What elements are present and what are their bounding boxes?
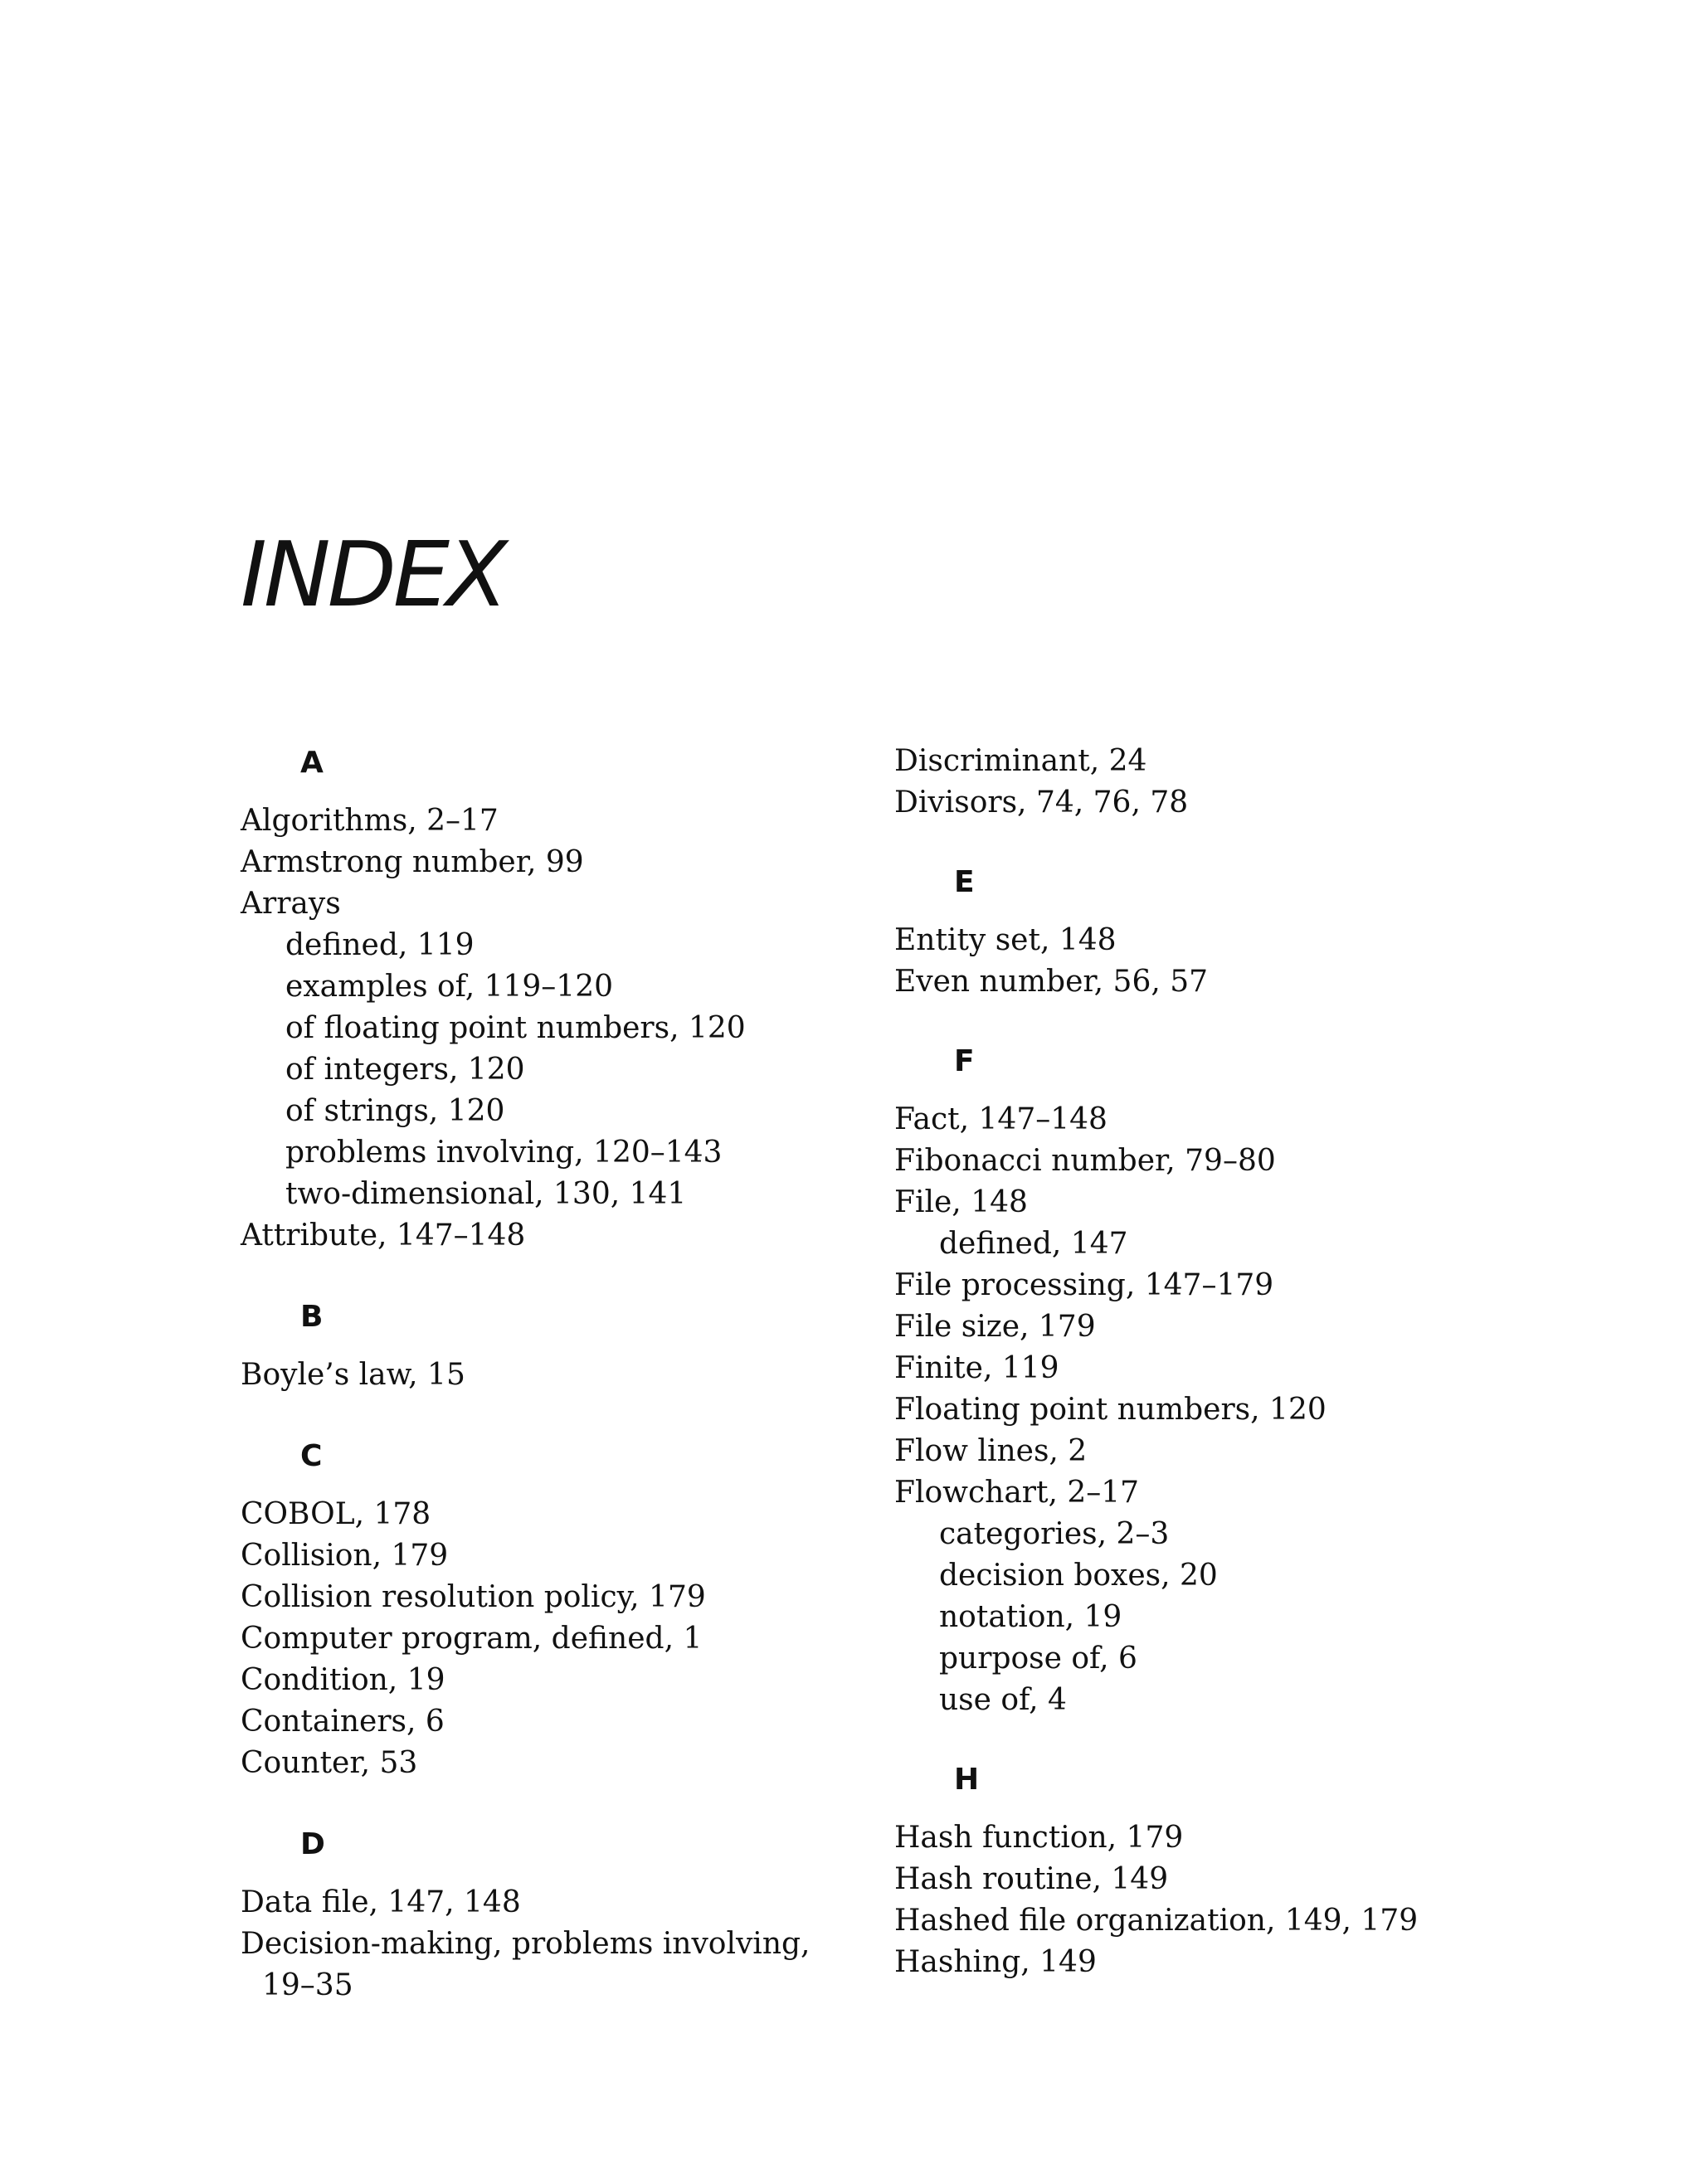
section-letter-heading: E xyxy=(954,865,975,899)
index-entry: File size, 179 xyxy=(894,1310,1096,1344)
index-entry: File processing, 147–179 xyxy=(894,1268,1274,1302)
index-entry: Hash function, 179 xyxy=(894,1821,1184,1855)
index-column-left xyxy=(241,742,871,2006)
index-subentry: examples of, 119–120 xyxy=(285,970,614,1004)
index-subentry: problems involving, 120–143 xyxy=(285,1136,723,1170)
index-entry: File, 148 xyxy=(894,1185,1028,1219)
index-entry: Attribute, 147–148 xyxy=(241,1218,526,1253)
index-subentry: defined, 147 xyxy=(939,1227,1128,1261)
index-entry: Entity set, 148 xyxy=(894,923,1117,957)
index-entry: Discriminant, 24 xyxy=(894,744,1147,778)
index-subentry: notation, 19 xyxy=(939,1600,1122,1634)
index-subentry: decision boxes, 20 xyxy=(939,1559,1218,1593)
index-column-right xyxy=(894,741,1525,1983)
index-entry: Computer program, defined, 1 xyxy=(241,1622,703,1656)
index-section-d xyxy=(241,1824,871,2006)
index-entry: Fibonacci number, 79–80 xyxy=(894,1144,1276,1178)
index-section-f xyxy=(894,1041,1525,1721)
section-letter-heading: D xyxy=(300,1827,325,1861)
page-title: INDEX xyxy=(241,523,505,627)
section-letter-heading: B xyxy=(300,1300,324,1334)
index-entry: Finite, 119 xyxy=(894,1351,1059,1385)
index-entry: Even number, 56, 57 xyxy=(894,965,1209,999)
index-section-e xyxy=(894,862,1525,1003)
index-entry: Hashing, 149 xyxy=(894,1945,1097,1979)
index-entry: Counter, 53 xyxy=(241,1746,418,1780)
index-entry: Collision, 179 xyxy=(241,1539,449,1573)
index-entry: Flow lines, 2 xyxy=(894,1434,1088,1468)
index-entry: Collision resolution policy, 179 xyxy=(241,1580,706,1614)
index-entry: Containers, 6 xyxy=(241,1705,445,1739)
index-entry: Condition, 19 xyxy=(241,1663,445,1697)
index-entry: Floating point numbers, 120 xyxy=(894,1393,1327,1427)
index-subentry: two-dimensional, 130, 141 xyxy=(285,1177,687,1211)
index-entry-continuation: 19–35 xyxy=(262,1968,353,2002)
index-section-b xyxy=(241,1296,871,1396)
index-entry: Fact, 147–148 xyxy=(894,1102,1108,1136)
index-entry: Decision-making, problems involving, xyxy=(241,1927,811,1961)
index-entry: Flowchart, 2–17 xyxy=(894,1476,1140,1510)
section-letter-heading: H xyxy=(954,1763,980,1797)
section-letter-heading: A xyxy=(300,746,324,780)
index-subentry: of strings, 120 xyxy=(285,1094,505,1128)
index-entry: Data file, 147, 148 xyxy=(241,1885,521,1919)
index-entry: COBOL, 178 xyxy=(241,1497,431,1531)
index-subentry: categories, 2–3 xyxy=(939,1517,1170,1551)
index-section-h xyxy=(894,1759,1525,1983)
index-entry: Armstrong number, 99 xyxy=(241,845,584,879)
index-section-a xyxy=(241,742,871,1257)
index-entry: Arrays xyxy=(241,887,341,921)
index-entry: Hash routine, 149 xyxy=(894,1862,1169,1896)
index-subentry: use of, 4 xyxy=(939,1683,1067,1717)
index-subentry: defined, 119 xyxy=(285,928,475,962)
index-entry: Boyle’s law, 15 xyxy=(241,1358,465,1392)
index-entry: Algorithms, 2–17 xyxy=(241,804,499,838)
index-section-continued xyxy=(894,741,1525,824)
index-entry: Hashed file organization, 149, 179 xyxy=(894,1904,1419,1938)
index-section-c xyxy=(241,1436,871,1784)
index-subentry: purpose of, 6 xyxy=(939,1642,1137,1676)
index-subentry: of floating point numbers, 120 xyxy=(285,1011,746,1045)
index-subentry: of integers, 120 xyxy=(285,1053,525,1087)
section-letter-heading: F xyxy=(954,1044,975,1078)
section-letter-heading: C xyxy=(300,1439,323,1473)
index-entry: Divisors, 74, 76, 78 xyxy=(894,786,1189,820)
